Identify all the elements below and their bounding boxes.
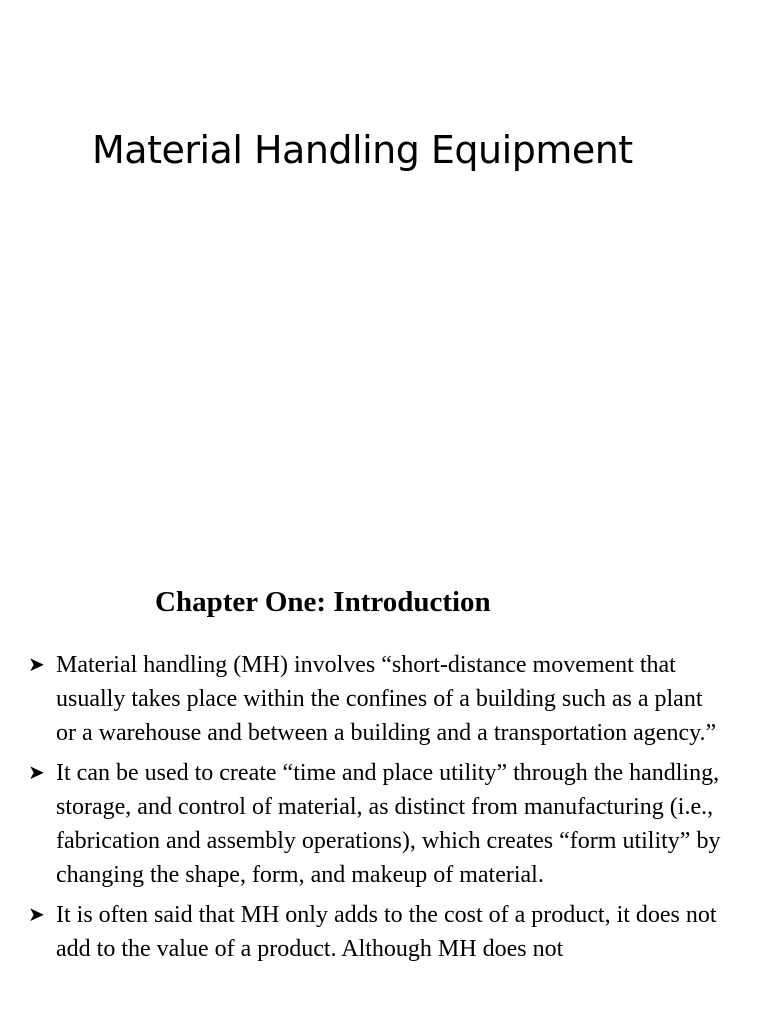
slide-title: Material Handling Equipment — [92, 128, 633, 172]
bullet-text: It is often said that MH only adds to the cost of a product, it does not add to the value of a product. Although MH does not — [56, 902, 717, 962]
list-item — [28, 648, 728, 750]
chapter-heading: Chapter One: Introduction — [155, 586, 491, 618]
bullet-text: It can be used to create “time and place utility” through the handling, storage, and control of material, as distinct from manufacturing (i.e., fabrication and assembly operations), which creates “form utility” by changing the shape, form, and makeup of material. — [56, 760, 721, 888]
arrow-bullet-icon: ➤ — [28, 904, 45, 926]
list-item — [28, 756, 728, 892]
arrow-bullet-icon: ➤ — [28, 654, 45, 676]
bullet-list — [28, 648, 728, 972]
list-item — [28, 898, 728, 966]
bullet-text: Material handling (MH) involves “short-distance movement that usually takes place within the confines of a building such as a plant or a warehouse and between a building and a transportation agency.” — [56, 652, 717, 746]
arrow-bullet-icon: ➤ — [28, 762, 45, 784]
